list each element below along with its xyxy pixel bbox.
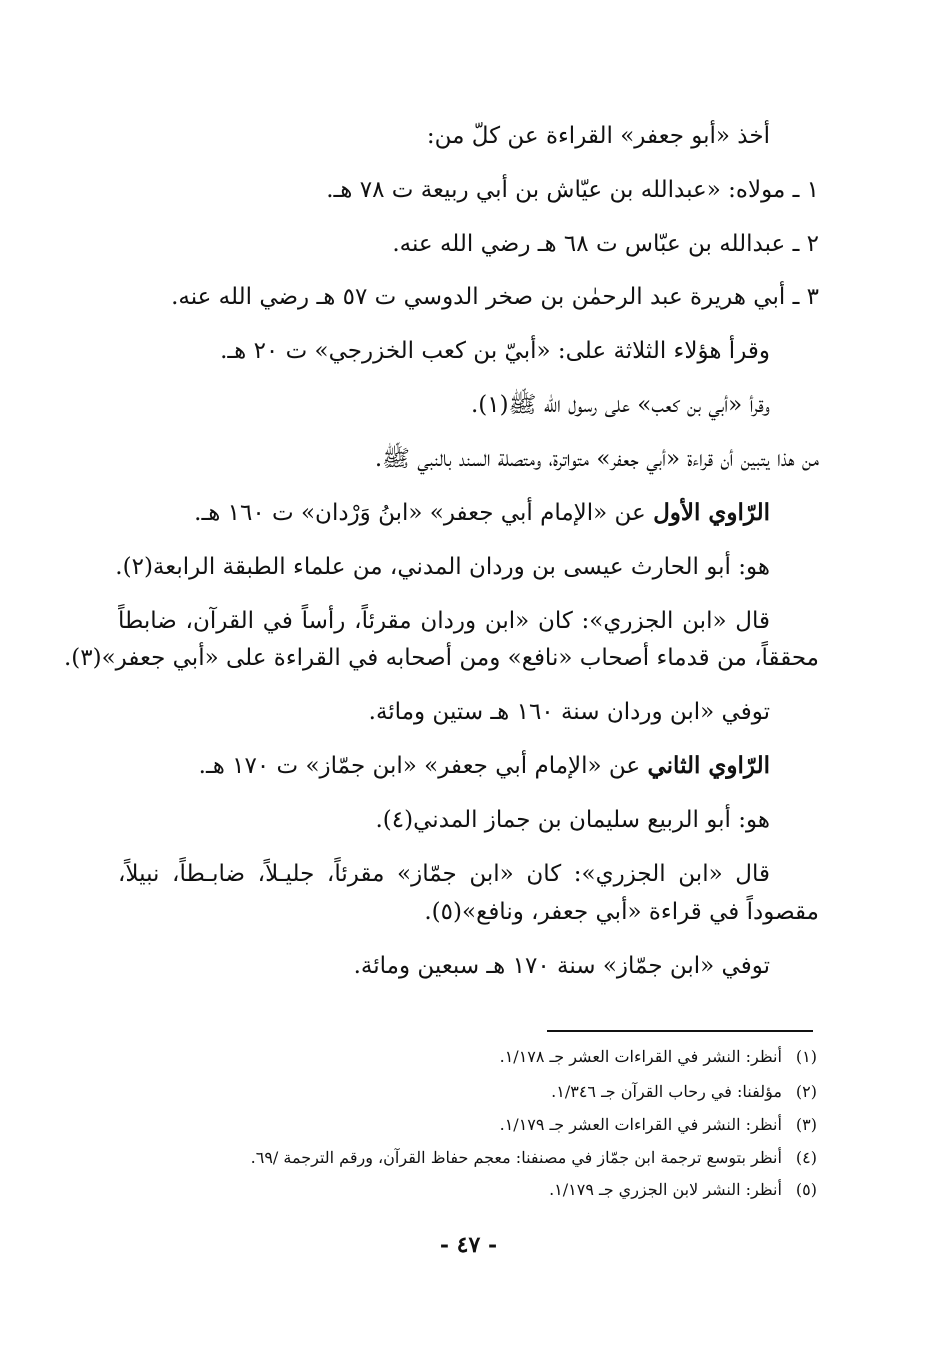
rawi1-who: هو: أبو الحارث عيسى بن وردان المدني، من علماء الطبقة الرابعة(٢).	[115, 554, 770, 580]
rawi2-heading-rest: عن «الإمام أبي جعفر» «ابن جمّاز» ت ١٧٠ هـ.	[198, 753, 641, 779]
footnote-4	[251, 1147, 817, 1169]
footnote-5	[549, 1179, 817, 1201]
footnote-2	[551, 1081, 817, 1103]
rawi2-who: هو: أبو الربيع سليمان بن جماز المدني(٤).	[375, 807, 770, 833]
rawi1-jazari-line2: محققاً، من قدماء أصحاب «نافع» ومن أصحابه في القراءة على «أبي جعفر»(٣).	[63, 645, 819, 671]
paragraph-read-three: وقرأ هؤلاء الثلاثة على: «أبيّ بن كعب الخزرجي» ت ٢٠ هـ.	[220, 338, 770, 364]
footnote-text: مؤلفنا: في رحاب القرآن جـ ١/٣٤٦.	[551, 1082, 782, 1101]
rawi1-death: توفي «ابن وردان سنة ١٦٠ هـ ستين ومائة.	[368, 699, 770, 725]
paragraph-read-ubayy: وقرأ «أبي بن كعب» على رسول الله ﷺ(١).	[470, 392, 770, 418]
rawi1-heading-rest: عن «الإمام أبي جعفر» «ابنُ وَرْدان» ت ١٦٠ هـ.	[194, 500, 646, 526]
footnote-text: أنظر: النشر في القراءات العشر جـ ١/١٧٨.	[499, 1047, 782, 1066]
footnote-number: (٣)	[795, 1115, 817, 1134]
footnote-3	[500, 1114, 817, 1136]
rawi1-jazari-line1: قال «ابن الجزري»: كان «ابن وردان مقرئاً، رأساً في القرآن، ضابطاً	[118, 608, 770, 634]
footnote-text: أنظر: النشر في القراءات العشر جـ ١/١٧٩.	[499, 1115, 782, 1134]
page-number: - ٤٧ -	[439, 1232, 498, 1258]
rawi2-heading: الرّاوي الثاني	[647, 752, 770, 779]
footnote-number: (١)	[795, 1047, 817, 1066]
intro-line: أخذ «أبو جعفر» القراءة عن كلّ من:	[426, 123, 770, 149]
list-item-2: ٢ ـ عبدالله بن عبّاس ت ٦٨ هـ رضي الله عنه.	[392, 231, 819, 257]
rawi1-heading: الرّاوي الأول	[653, 499, 770, 526]
rawi2-jazari-line2: مقصوداً في قراءة «أبي جعفر، ونافع»(٥).	[424, 899, 819, 925]
footnote-divider	[547, 1030, 813, 1032]
footnote-number: (٥)	[795, 1180, 817, 1199]
list-item-1: ١ ـ مولاه: «عبدالله بن عيّاش بن أبي ربيعة ت ٧٨ هـ.	[326, 177, 819, 203]
rawi1-heading-line	[194, 495, 770, 531]
rawi2-heading-line	[199, 748, 770, 784]
rawi2-death: توفي «ابن جمّاز» سنة ١٧٠ هـ سبعين ومائة.	[353, 953, 770, 979]
footnote-number: (٢)	[795, 1082, 817, 1101]
footnote-text: أنظر: النشر لابن الجزري جـ ١/١٧٩.	[549, 1180, 782, 1199]
footnote-text: أنظر بتوسع ترجمة ابن جمّاز في مصنفنا: معجم حفاظ القرآن، ورقم الترجمة /٦٩.	[250, 1148, 782, 1167]
footnote-1	[500, 1046, 817, 1068]
list-item-3: ٣ ـ أبي هريرة عبد الرحمٰن بن صخر الدوسي ت ٥٧ هـ رضي الله عنه.	[171, 284, 819, 310]
paragraph-conclusion: من هذا يتبين أن قراءة «أبي جعفر» متواترة، ومتصلة السند بالنبي ﷺ.	[374, 446, 819, 472]
rawi2-jazari-line1: قال «ابن الجزري»: كان «ابن جمّاز» مقرئاً، جليـلاً، ضابـطاً، نبيلاً،	[118, 861, 770, 887]
footnote-number: (٤)	[795, 1148, 817, 1167]
